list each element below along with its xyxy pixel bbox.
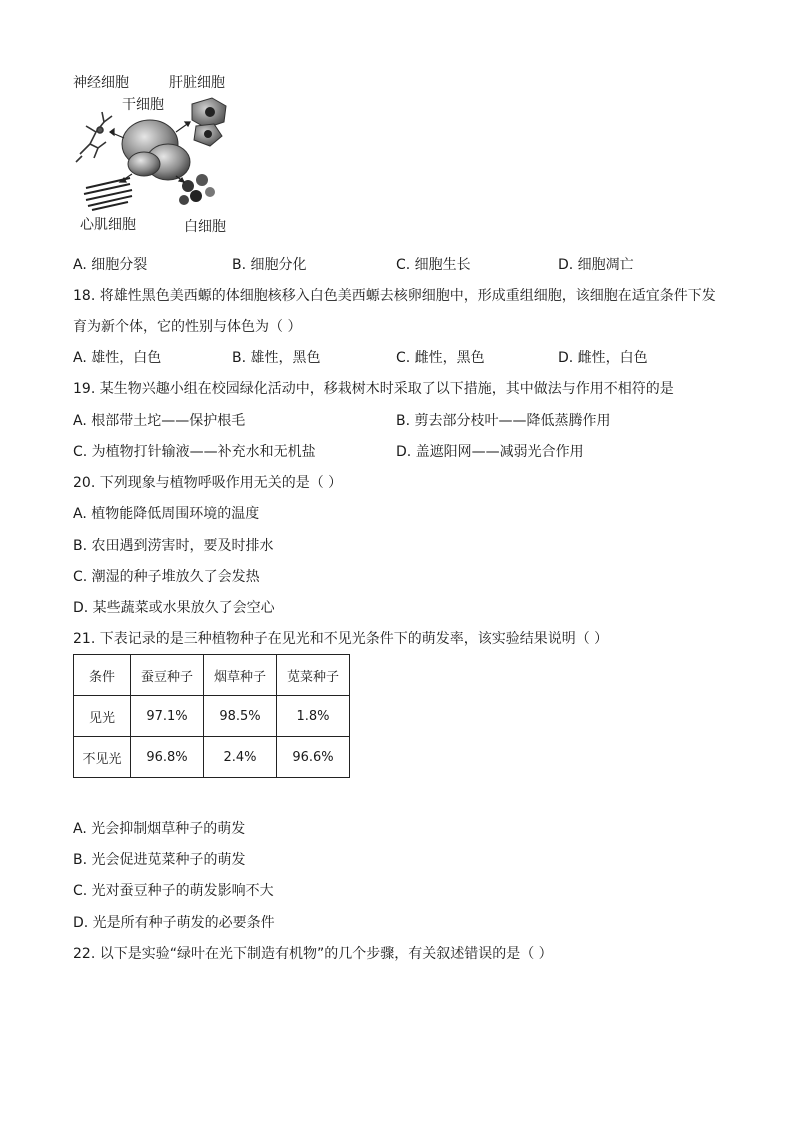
q17-option-c[interactable]: C. 细胞生长 — [396, 257, 471, 273]
nerve-cell-icon — [76, 112, 112, 162]
q19-stem: 19. 某生物兴趣小组在校园绿化活动中，移栽树木时采取了以下措施，其中做法与作用不相符的是 — [73, 381, 674, 397]
q21-option-a[interactable]: A. 光会抑制烟草种子的萌发 — [73, 821, 246, 837]
label-cardiac-cell: 心肌细胞 — [80, 217, 136, 233]
label-stem-cell: 干细胞 — [122, 97, 164, 113]
q21-option-d[interactable]: D. 光是所有种子萌发的必要条件 — [73, 915, 275, 931]
liver-cell-icon — [192, 98, 226, 146]
white-blood-cell-icon — [179, 174, 215, 205]
table-cell: 1.8% — [277, 696, 350, 737]
table-cell: 98.5% — [204, 696, 277, 737]
label-liver-cell: 肝脏细胞 — [169, 75, 225, 91]
table-cell: 见光 — [74, 696, 131, 737]
label-nerve-cell: 神经细胞 — [73, 75, 129, 91]
q19-option-c[interactable]: C. 为植物打针输液——补充水和无机盐 — [73, 444, 316, 460]
q18-option-d[interactable]: D. 雌性，白色 — [558, 350, 648, 366]
q19-option-a[interactable]: A. 根部带土坨——保护根毛 — [73, 413, 246, 429]
q19-option-d[interactable]: D. 盖遮阳网——减弱光合作用 — [396, 444, 584, 460]
q18-option-c[interactable]: C. 雌性，黑色 — [396, 350, 485, 366]
q17-option-d[interactable]: D. 细胞凋亡 — [558, 257, 634, 273]
table-cell: 不见光 — [74, 737, 131, 778]
q20-option-b[interactable]: B. 农田遇到涝害时，要及时排水 — [73, 538, 274, 554]
table-header-row — [74, 655, 350, 696]
table-cell: 2.4% — [204, 737, 277, 778]
table-cell: 96.6% — [277, 737, 350, 778]
q21-stem: 21. 下表记录的是三种植物种子在见光和不见光条件下的萌发率，该实验结果说明（ ） — [73, 631, 609, 647]
table-row — [74, 737, 350, 778]
table-cell: 97.1% — [131, 696, 204, 737]
table-row — [74, 696, 350, 737]
table-header-cell: 条件 — [74, 655, 131, 696]
cardiac-cell-icon — [84, 178, 132, 210]
table-header-cell: 烟草种子 — [204, 655, 277, 696]
q20-option-a[interactable]: A. 植物能降低周围环境的温度 — [73, 506, 260, 522]
cell-illustration — [72, 92, 242, 222]
q21-option-b[interactable]: B. 光会促进苋菜种子的萌发 — [73, 852, 246, 868]
germination-table — [73, 654, 350, 778]
q18-stem-line2: 育为新个体，它的性别与体色为（ ） — [73, 319, 302, 335]
q19-option-b[interactable]: B. 剪去部分枝叶——降低蒸腾作用 — [396, 413, 611, 429]
q18-stem-line1: 18. 将雄性黑色美西螈的体细胞核移入白色美西螈去核卵细胞中，形成重组细胞，该细胞在适宜条件下发 — [73, 288, 716, 304]
q21-option-c[interactable]: C. 光对蚕豆种子的萌发影响不大 — [73, 883, 274, 899]
q17-option-a[interactable]: A. 细胞分裂 — [73, 257, 148, 273]
q22-stem: 22. 以下是实验“绿叶在光下制造有机物”的几个步骤，有关叙述错误的是（ ） — [73, 946, 553, 962]
q20-option-d[interactable]: D. 某些蔬菜或水果放久了会空心 — [73, 600, 275, 616]
label-white-blood-cell: 白细胞 — [184, 219, 226, 235]
q20-stem: 20. 下列现象与植物呼吸作用无关的是（ ） — [73, 475, 343, 491]
table-header-cell: 蚕豆种子 — [131, 655, 204, 696]
table-header-cell: 苋菜种子 — [277, 655, 350, 696]
q18-option-a[interactable]: A. 雄性，白色 — [73, 350, 162, 366]
q18-option-b[interactable]: B. 雄性，黑色 — [232, 350, 321, 366]
q20-option-c[interactable]: C. 潮湿的种子堆放久了会发热 — [73, 569, 260, 585]
q17-option-b[interactable]: B. 细胞分化 — [232, 257, 307, 273]
table-cell: 96.8% — [131, 737, 204, 778]
